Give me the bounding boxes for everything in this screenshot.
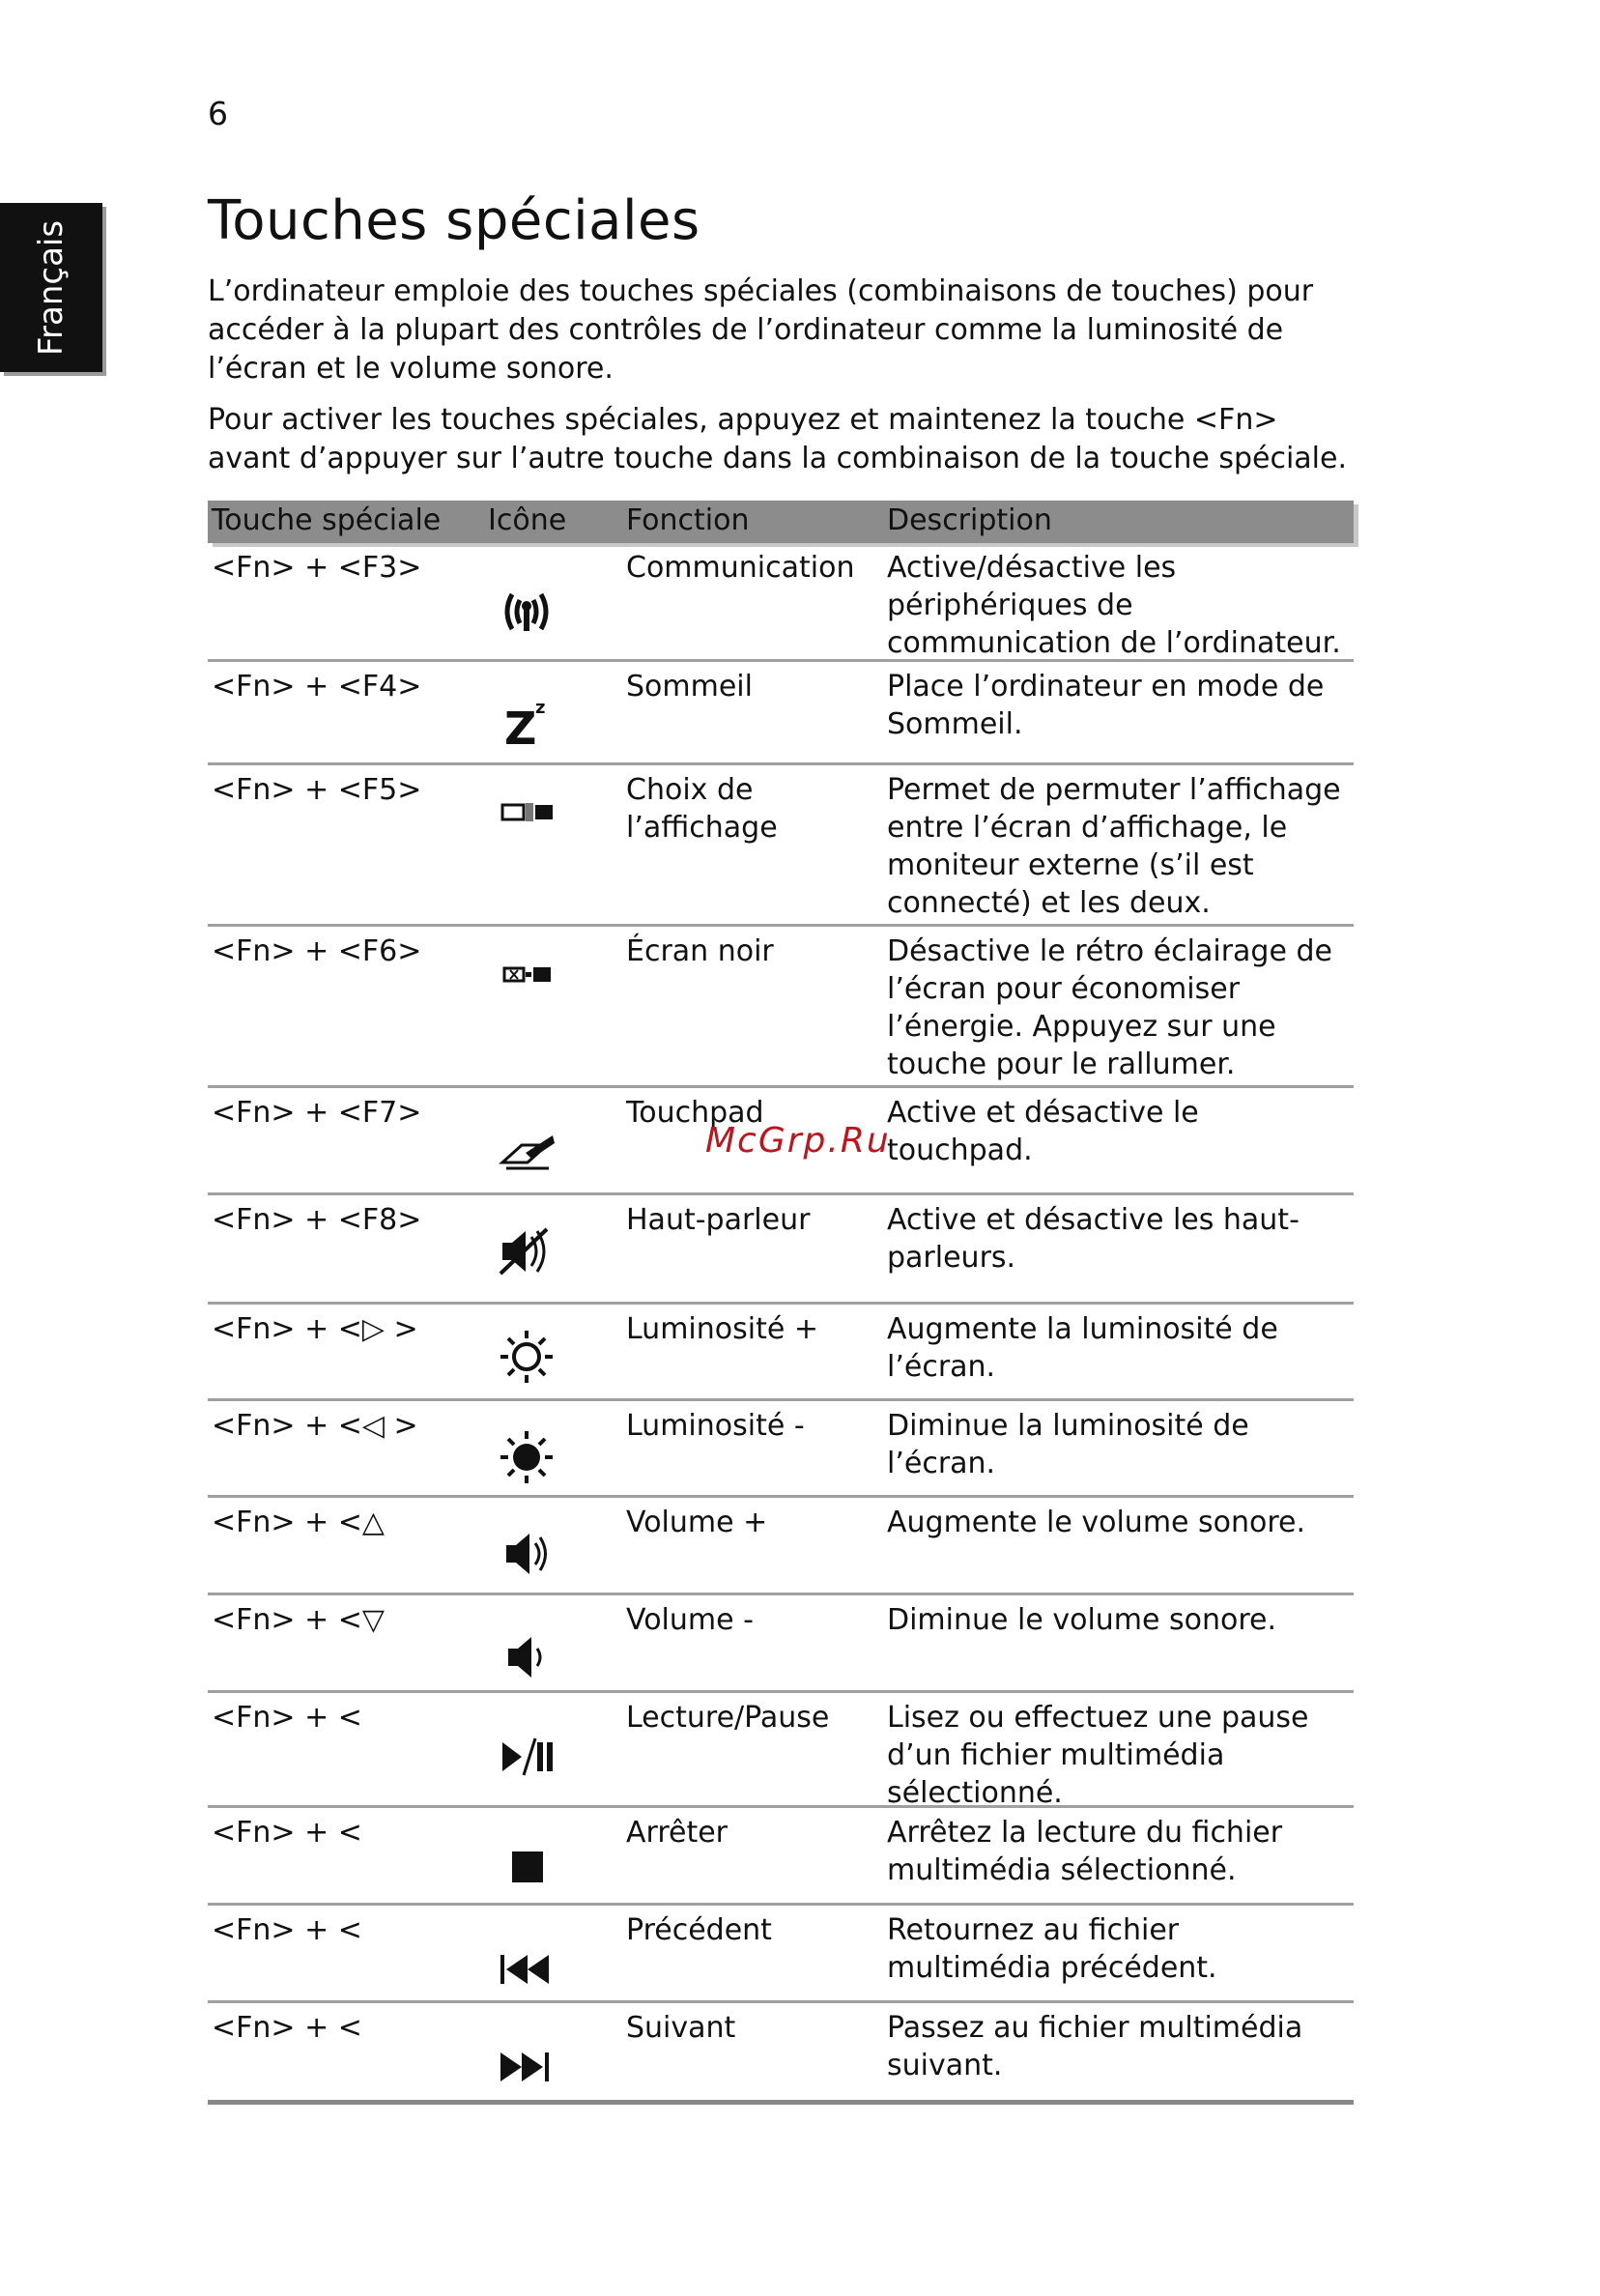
row-description: Passez au fichier multimédia suivant.	[887, 2011, 1303, 2082]
row-key: <Fn> + <	[212, 2011, 362, 2045]
svg-text:z: z	[535, 698, 546, 718]
sleep-icon	[488, 687, 565, 755]
speaker-mute-icon	[488, 1217, 565, 1284]
header-key: Touche spéciale	[212, 503, 442, 537]
row-function: Volume +	[626, 1506, 768, 1539]
header-function: Fonction	[626, 503, 750, 537]
table-row	[208, 1195, 1354, 1305]
row-function: Haut-parleur	[626, 1203, 811, 1237]
row-description: Active/désactive les périphériques de communication de l’ordinateur.	[887, 551, 1341, 660]
table-row	[208, 1305, 1354, 1401]
volume-up-icon	[488, 1519, 565, 1587]
row-function: Sommeil	[626, 670, 753, 703]
table-row	[208, 1906, 1354, 2003]
page-number: 6	[208, 95, 228, 132]
row-description: Augmente la luminosité de l’écran.	[887, 1312, 1278, 1384]
row-description: Diminue la luminosité de l’écran.	[887, 1409, 1249, 1480]
row-function: Volume -	[626, 1603, 754, 1637]
row-function: Lecture/Pause	[626, 1701, 830, 1735]
row-key: <Fn> + <F8>	[212, 1203, 422, 1237]
row-description: Arrêtez la lecture du fichier multimédia sélectionné.	[887, 1816, 1283, 1887]
row-function: Communication	[626, 551, 855, 585]
table-row	[208, 1595, 1354, 1693]
row-function: Arrêter	[626, 1816, 729, 1850]
table-row	[208, 1401, 1354, 1498]
page-title: Touches spéciales	[208, 189, 700, 252]
stop-icon	[488, 1833, 565, 1901]
previous-icon	[488, 1935, 565, 2002]
screen-off-icon	[488, 940, 565, 1008]
wireless-icon	[488, 578, 565, 646]
header-icon: Icône	[488, 503, 567, 537]
row-description: Permet de permuter l’affichage entre l’écran d’affichage, le moniteur externe (s’il est connecté) et les deux.	[887, 773, 1341, 920]
brightness-up-icon	[488, 1322, 565, 1390]
play-pause-icon	[488, 1722, 565, 1790]
table-row	[208, 1693, 1354, 1808]
language-tab	[0, 203, 102, 372]
row-function: Écran noir	[626, 934, 774, 968]
row-key: <Fn> + <▽	[212, 1603, 385, 1637]
row-key: <Fn> + <F7>	[212, 1096, 422, 1130]
intro-paragraph-2: Pour activer les touches spéciales, appuyez et maintenez la touche <Fn> avant d’appuyer sur l’autre touche dans la combinaison de la touche spéciale.	[208, 403, 1347, 475]
row-function: Luminosité -	[626, 1409, 805, 1443]
table-row	[208, 765, 1354, 927]
row-function: Touchpad	[626, 1096, 764, 1130]
row-key: <Fn> + <	[212, 1816, 362, 1850]
row-description: Active et désactive les haut-parleurs.	[887, 1203, 1300, 1275]
row-function: Luminosité +	[626, 1312, 818, 1346]
header-description: Description	[887, 503, 1052, 537]
row-description: Diminue le volume sonore.	[887, 1603, 1277, 1637]
svg-text:Z: Z	[504, 703, 537, 752]
table-row	[208, 1808, 1354, 1906]
language-tab-label: Français	[32, 219, 71, 356]
table-row	[208, 927, 1354, 1088]
row-description: Place l’ordinateur en mode de Sommeil.	[887, 670, 1325, 741]
table-row	[208, 662, 1354, 765]
table-row	[208, 2003, 1354, 2105]
row-function: Précédent	[626, 1913, 772, 1947]
row-description: Active et désactive le touchpad.	[887, 1096, 1199, 1167]
brightness-down-icon	[488, 1422, 565, 1490]
touchpad-icon	[488, 1115, 565, 1183]
watermark: McGrp.Ru	[705, 1121, 891, 1161]
row-key: <Fn> + <▷ >	[212, 1312, 418, 1346]
next-icon	[488, 2032, 565, 2100]
table-header	[208, 501, 1354, 543]
row-key: <Fn> + <F5>	[212, 773, 422, 807]
intro-paragraph-1: L’ordinateur emploie des touches spéciales (combinaisons de touches) pour accéder à la plupart des contrôles de l’ordinateur comme la luminosité de l’écran et le volume sonore.	[208, 274, 1314, 386]
row-function: Suivant	[626, 2011, 736, 2045]
hotkey-table	[208, 501, 1354, 2105]
row-key: <Fn> + <F3>	[212, 551, 422, 585]
row-description: Retournez au fichier multimédia précédent.	[887, 1913, 1217, 1985]
display-switch-icon	[488, 779, 565, 847]
table-row	[208, 543, 1354, 662]
row-key: <Fn> + <	[212, 1701, 362, 1735]
row-description: Lisez ou effectuez une pause d’un fichier multimédia sélectionné.	[887, 1701, 1309, 1810]
volume-down-icon	[488, 1622, 565, 1690]
row-key: <Fn> + <△	[212, 1506, 385, 1539]
row-key: <Fn> + <F4>	[212, 670, 422, 703]
row-description: Désactive le rétro éclairage de l’écran pour économiser l’énergie. Appuyez sur une touche pour le rallumer.	[887, 934, 1332, 1081]
row-key: <Fn> + <◁ >	[212, 1409, 418, 1443]
table-row	[208, 1498, 1354, 1595]
row-key: <Fn> + <	[212, 1913, 362, 1947]
row-key: <Fn> + <F6>	[212, 934, 422, 968]
row-description: Augmente le volume sonore.	[887, 1506, 1306, 1539]
row-function: Choix de l’affichage	[626, 773, 778, 845]
